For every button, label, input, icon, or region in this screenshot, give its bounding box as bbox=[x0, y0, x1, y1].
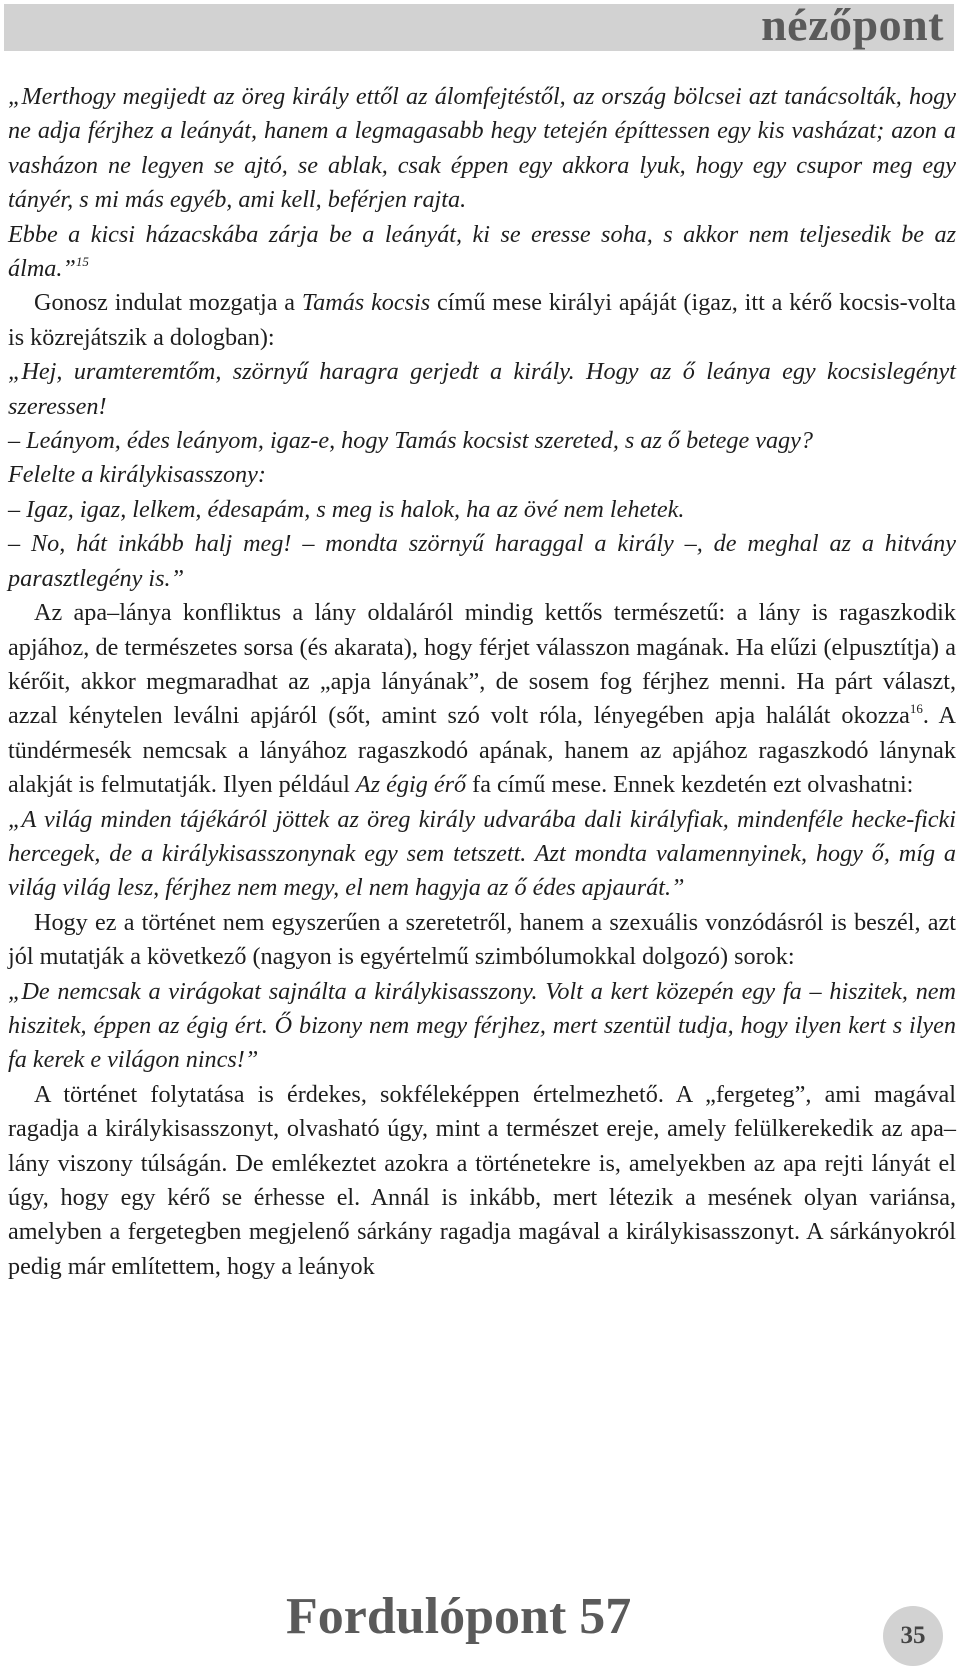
page-number-badge bbox=[883, 1606, 943, 1666]
paragraph: „Hej, uramteremtőm, szörnyű haragra gerjedt a király. Hogy az ő leánya egy kocsislegényt szeressen! bbox=[8, 358, 956, 420]
paragraph: „A világ minden tájékáról jöttek az öreg király udvarába dali királyfiak, mindenféle hecke-ficki hercegek, de a királykisasszonynak egy sem tetszett. Azt mondta valamennyinek, hogy ő, míg a világ világ lesz, férjhez nem megy, el nem hagyja az ő édes apjaurát.” bbox=[8, 805, 956, 902]
paragraph: Az apa–lánya konfliktus a lány oldaláról mindig kettős természetű: a lány is ragaszkodik apjához, de természetes sorsa (és akarata), hogy férjet válasszon magának. Ha elűzi (elpusztítja) a kérőit, akkor megmaradhat az „apja lányának”, de sosem fog férjhez menni. Ha párt választ, azzal kénytelen leválni apjáról (sőt, amint szó volt róla, lényegében apja halálát okozza$^{16}$. A tündérmesék nemcsak a lányához ragaszkodó apának, hanem az apjához ragaszkodó lánynak alakját is felmutatják. Ilyen például Az égig érő fa című mese. Ennek kezdetén ezt olvashatni: bbox=[8, 599, 956, 799]
journal-title: Fordulópont 57 bbox=[286, 1588, 632, 1645]
footnote-ref: 16 bbox=[909, 701, 923, 717]
paragraph: Ebbe a kicsi házacskába zárja be a leányát, ki se eresse soha, s akkor nem teljesedik be az álma.”$^{15}$ bbox=[8, 220, 956, 283]
article-body bbox=[8, 80, 956, 1284]
paragraph: „Merthogy megijedt az öreg király ettől az álomfejtéstől, az ország bölcsei azt tanácsolták, hogy ne adja férjhez a leányát, hanem a legmagasabb hegy tetején építtessen egy kis vasházat; azon a vasházon ne legyen se ajtó, se ablak, csak éppen egy akkora lyuk, hogy egy csupor meg egy tányér, s mi más egyéb, ami kell, beférjen rajta. bbox=[8, 83, 956, 214]
paragraph: – Leányom, édes leányom, igaz-e, hogy Tamás kocsist szereted, s az ő betege vagy? bbox=[8, 427, 813, 455]
paragraph: Felelte a királykisasszony: bbox=[8, 461, 266, 489]
paragraph: Hogy ez a történet nem egyszerűen a szeretetről, hanem a szexuális vonzódásról is beszél, azt jól mutatják a következő (nagyon is egyértelmű szimbólumokkal dolgozó) sorok: bbox=[8, 908, 956, 971]
page-number: 35 bbox=[900, 1622, 926, 1649]
paragraph: – No, hát inkább halj meg! – mondta szörnyű haraggal a király –, de meghal az a hitvány parasztlegény is.” bbox=[8, 530, 956, 592]
section-header bbox=[4, 0, 954, 51]
paragraph: Gonosz indulat mozgatja a Tamás kocsis című mese királyi apáját (igaz, itt a kérő kocsis-volta is közrejátszik a dologban): bbox=[8, 289, 956, 351]
paragraph: – Igaz, igaz, lelkem, édesapám, s meg is halok, ha az övé nem lehetek. bbox=[8, 495, 685, 523]
paragraph: A történet folytatása is érdekes, sokféleképpen értelmezhető. A „fergeteg”, ami magával ragadja a királykisasszonyt, olvasható úgy, mint a természet ereje, amely felülkerekedik az apa–lány viszony túlságán. De emlékeztet azokra a történetekre is, amelyekben az apa rejti lányát el úgy, hogy egy kérő se érhesse el. Annál is inkább, mert létezik a mesének olyan variánsa, amelyben a fergetegben megjelenő sárkány ragadja magával a királykisasszonyt. A sárkányokról pedig már említettem, hogy a leányok bbox=[8, 1080, 956, 1280]
section-title: nézőpont bbox=[761, 0, 944, 50]
footnote-ref: 15 bbox=[75, 254, 89, 270]
paragraph: „De nemcsak a virágokat sajnálta a királykisasszony. Volt a kert közepén egy fa – hiszitek, nem hiszitek, éppen az égig ért. Ő bizony nem megy férjhez, mert szentül tudja, hogy ilyen kert s ilyen fa kerek e világon nincs!” bbox=[8, 977, 956, 1074]
